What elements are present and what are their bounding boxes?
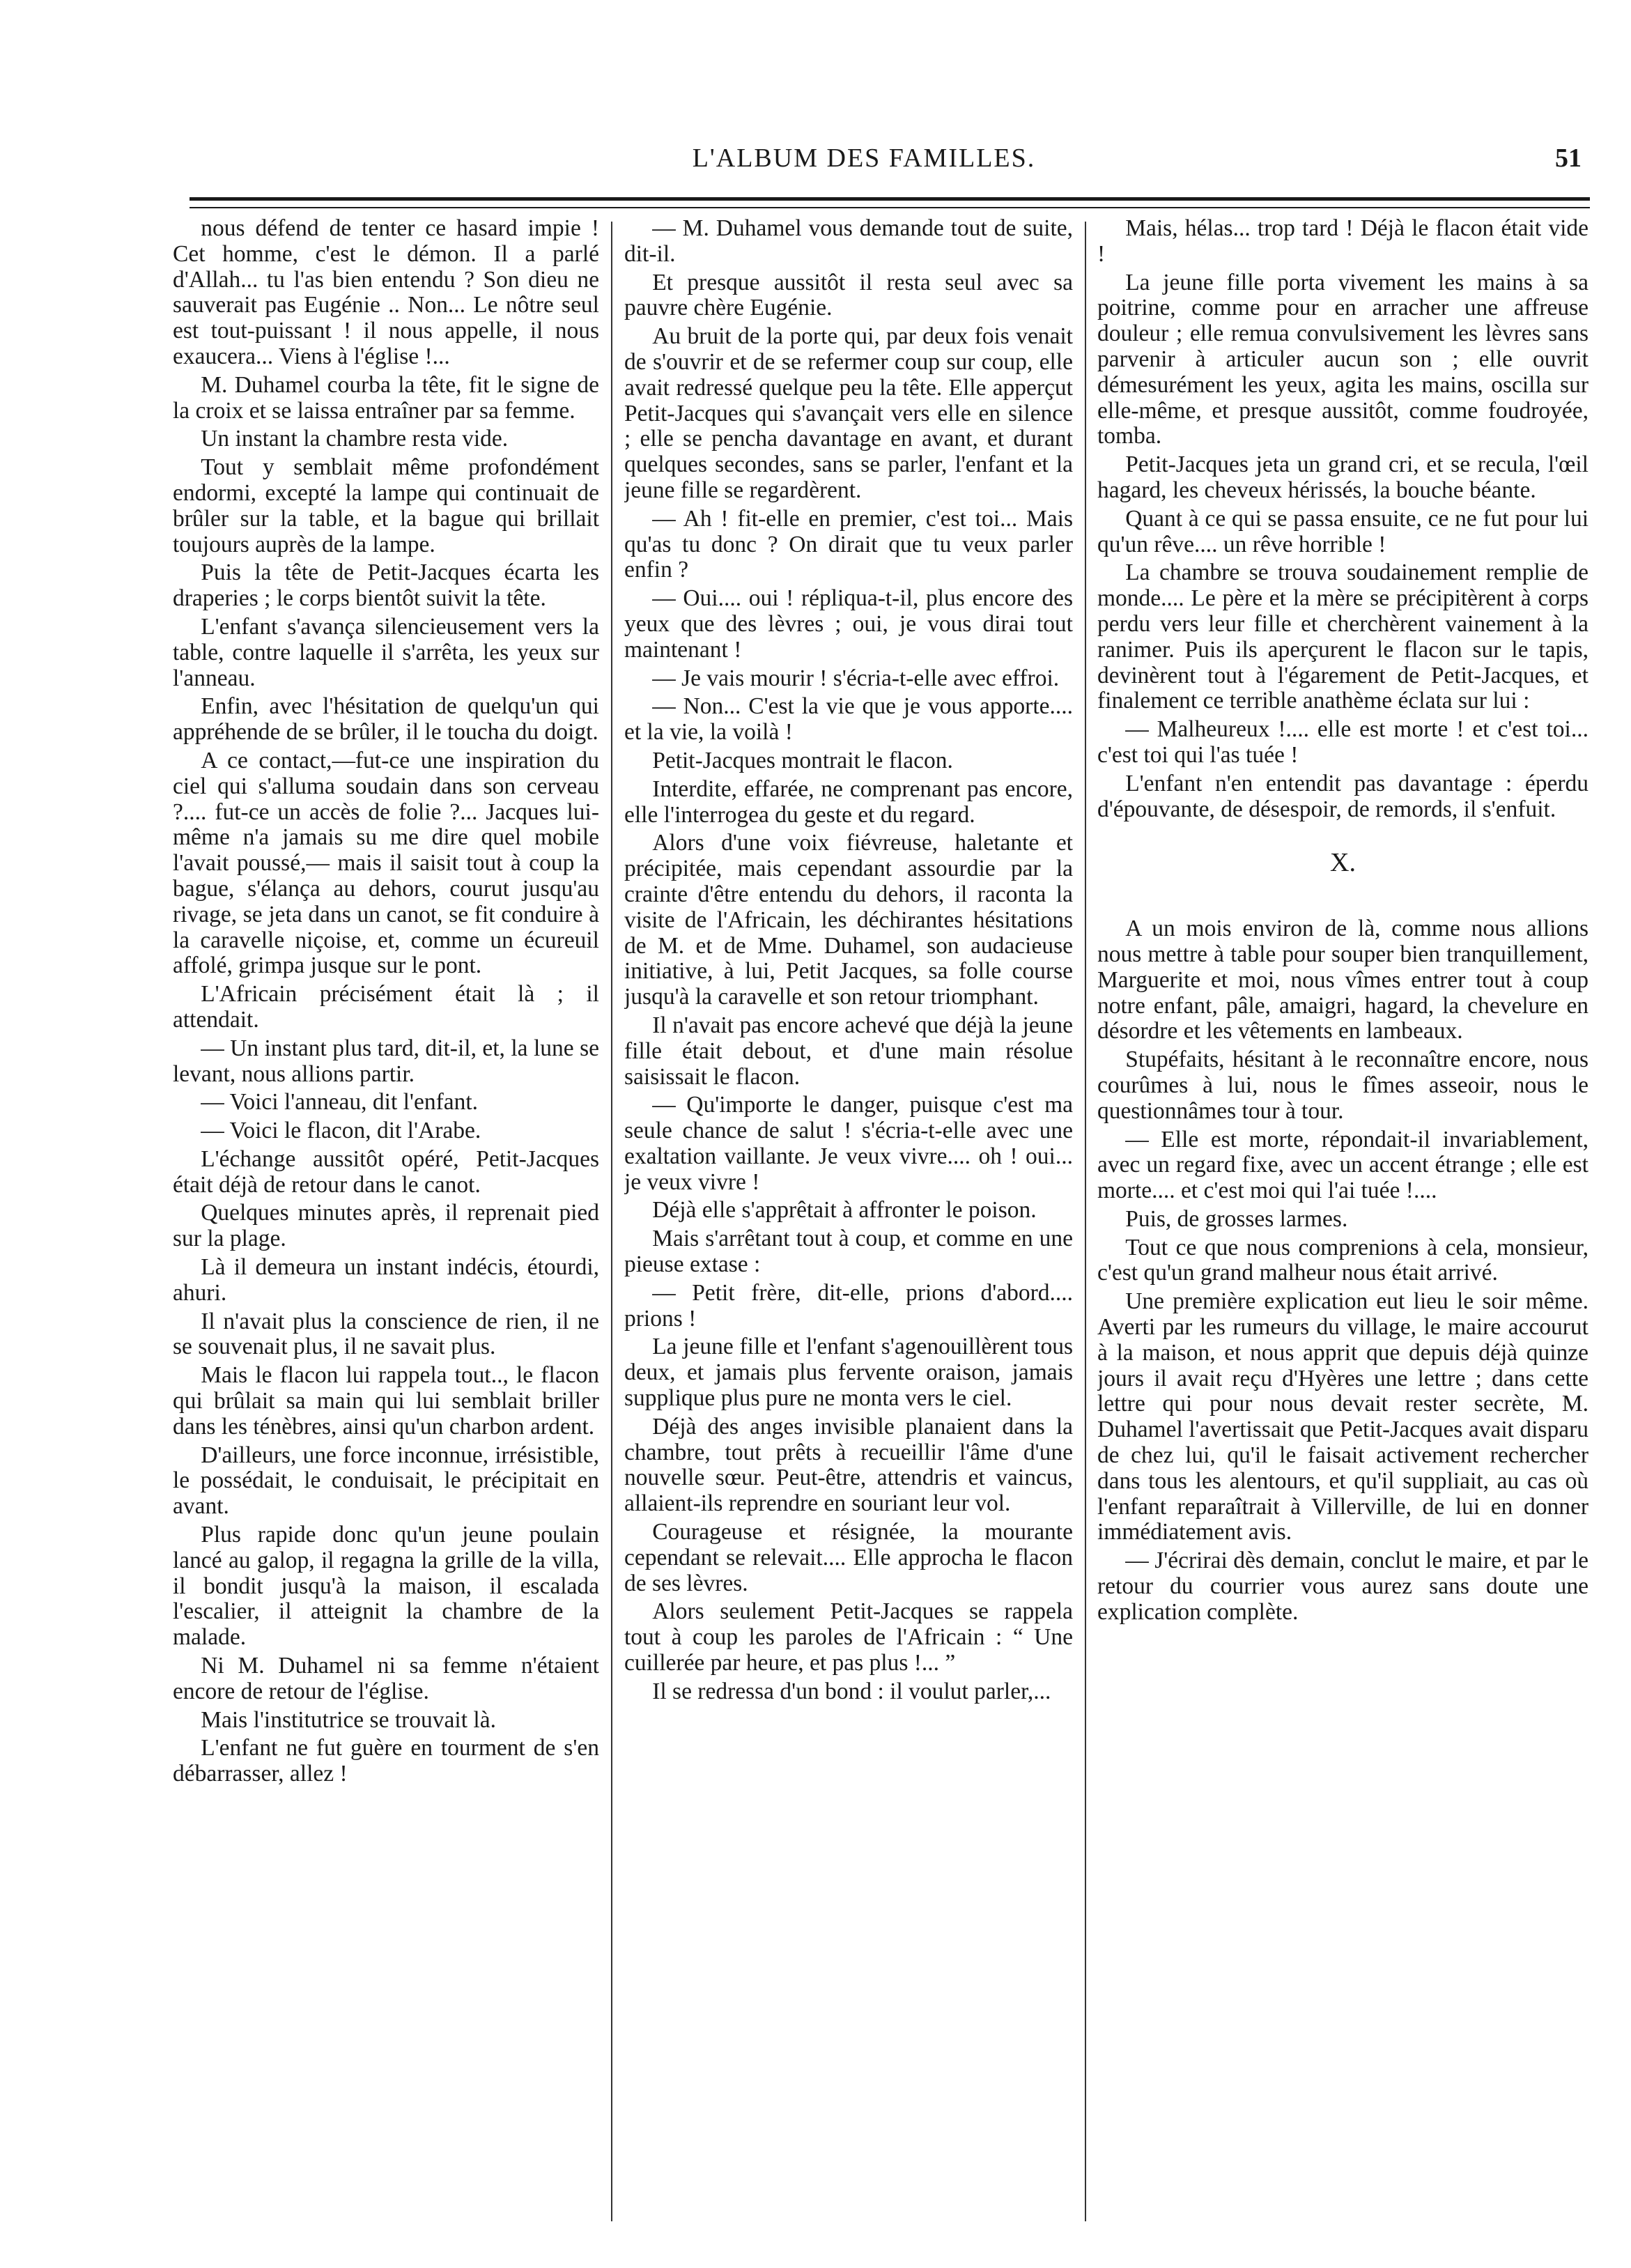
paragraph: Quelques minutes après, il reprenait pied sur la plage. <box>173 1200 599 1252</box>
column-separator <box>1085 222 1086 2221</box>
paragraph: La chambre se trouva soudainement remplie de monde.... Le père et la mère se précipitèrent à corps perdu vers leur fille et cherchèrent vainement à la ranimer. Puis ils aperçurent le flacon sur le tapis, devinèrent tout à l'égarement de Petit-Jacques, et finalement ce terrible anathème éclata sur lui : <box>1097 560 1589 714</box>
paragraph: Ni M. Duhamel ni sa femme n'étaient encore de retour de l'église. <box>173 1653 599 1704</box>
paragraph: Une première explication eut lieu le soir même. Averti par les rumeurs du village, le maire accourut à la maison, et nous apprit que depuis déjà quinze jours il avait reçu d'Hyères une lettre ; dans cette lettre qui pour nous devait rester secrète, M. Duhamel l'avertissait que Petit-Jacques avait disparu de chez lui, qu'il le faisait activement rechercher dans tous les alentours, et qu'il suppliait, au cas où l'enfant reparaîtrait à Villerville, de lui en donner immédiatement avis. <box>1097 1288 1589 1545</box>
paragraph: Il n'avait plus la conscience de rien, il ne se souvenait plus, il ne savait plus. <box>173 1308 599 1360</box>
paragraph: Tout ce que nous comprenions à cela, monsieur, c'est qu'un grand malheur nous était arrivé. <box>1097 1234 1589 1286</box>
paragraph: — M. Duhamel vous demande tout de suite, dit-il. <box>624 216 1073 267</box>
paragraph: — Ah ! fit-elle en premier, c'est toi... Mais qu'as tu donc ? On dirait que tu veux parler enfin ? <box>624 505 1073 583</box>
paragraph: — Je vais mourir ! s'écria-t-elle avec effroi. <box>652 665 1060 691</box>
paragraph: — J'écrirai dès demain, conclut le maire, et par le retour du courrier vous aurez sans doute une explication complète. <box>1097 1548 1589 1625</box>
paragraph: Déjà elle s'apprêtait à affronter le poison. <box>652 1197 1037 1224</box>
paragraph: M. Duhamel courba la tête, fit le signe de la croix et se laissa entraîner par sa femme. <box>173 371 599 424</box>
paragraph: Puis la tête de Petit-Jacques écarta les draperies ; le corps bientôt suivit la tête. <box>173 560 599 612</box>
paragraph: L'échange aussitôt opéré, Petit-Jacques était déjà de retour dans le canot. <box>173 1145 599 1198</box>
paragraph: — Voici le flacon, dit l'Arabe. <box>201 1118 481 1144</box>
paragraph: Mais, hélas... trop tard ! Déjà le flacon était vide ! <box>1097 216 1589 267</box>
paragraph: — Petit frère, dit-elle, prions d'abord.... prions ! <box>624 1279 1073 1332</box>
paragraph: Un instant la chambre resta vide. <box>201 426 509 452</box>
paragraph: Enfin, avec l'hésitation de quelqu'un qui appréhende de se brûler, il le toucha du doigt. <box>173 693 599 746</box>
page-number: 51 <box>1555 144 1582 173</box>
paragraph: Stupéfaits, hésitant à le reconnaître encore, nous courûmes à lui, nous le fîmes asseoir, nous le questionnâmes tour à tour. <box>1097 1047 1589 1124</box>
paragraph: L'enfant s'avança silencieusement vers la table, contre laquelle il s'arrêta, les yeux sur l'anneau. <box>173 613 599 691</box>
paragraph: Là il demeura un instant indécis, étourdi, ahuri. <box>173 1254 599 1306</box>
running-title: L'ALBUM DES FAMILLES. <box>692 144 1036 173</box>
paragraph: nous défend de tenter ce hasard impie ! Cet homme, c'est le démon. Il a parlé d'Allah... tu l'as bien entendu ? Son dieu ne sauverait pas Eugénie .. Non... Le nôtre seul est tout-puissant ! il nous appelle, il nous exaucera... Viens à l'église !... <box>173 216 599 369</box>
paragraph: Petit-Jacques montrait le flacon. <box>652 747 953 773</box>
paragraph: — Qu'importe le danger, puisque c'est ma seule chance de salut ! s'écria-t-elle avec une exaltation vaillante. Je veux vivre.... oh ! oui... je veux vivre ! <box>624 1092 1073 1195</box>
paragraph: Quant à ce qui se passa ensuite, ce ne fut pour lui qu'un rêve.... un rêve horrible ! <box>1097 505 1589 557</box>
paragraph: A un mois environ de là, comme nous allions nous mettre à table pour souper bien tranquillement, Marguerite et moi, nous vîmes entrer tout à coup notre enfant, pâle, amaigri, hagard, la chevelure en désordre et les vêtements en lambeaux. <box>1097 916 1589 1044</box>
text-column-3 <box>1097 216 1589 2230</box>
paragraph: Petit-Jacques jeta un grand cri, et se recula, l'œil hagard, les cheveux hérissés, la bouche béante. <box>1097 452 1589 503</box>
paragraph: A ce contact,—fut-ce une inspiration du ciel qui s'alluma soudain dans son cerveau ?.... fut-ce un accès de folie ?... Jacques lui-même n'a jamais su me dire quel mobile l'avait poussé,— mais il saisit tout à coup la bague, s'élança au dehors, courut jusqu'au rivage, se jeta dans un canot, se fit conduire à la caravelle niçoise, et, comme un écureuil affolé, grimpa jusque sur le pont. <box>173 747 599 979</box>
paragraph: Interdite, effarée, ne comprenant pas encore, elle l'interrogea du geste et du regard. <box>624 776 1073 828</box>
paragraph: — Elle est morte, répondait-il invariablement, avec un regard fixe, avec un accent étrange ; elle est morte.... et c'est moi qui l'ai tuée !.... <box>1097 1126 1589 1204</box>
paragraph: Tout y semblait même profondément endormi, excepté la lampe qui continuait de brûler sur la table, et la bague qui brillait toujours auprès de la lampe. <box>173 454 599 557</box>
column-separator <box>611 222 612 2221</box>
section-heading: X. <box>1330 848 1356 878</box>
page-header <box>146 143 1582 192</box>
paragraph: Il n'avait pas encore achevé que déjà la jeune fille était debout, et d'une main résolue saisissait le flacon. <box>624 1012 1073 1090</box>
text-column-1 <box>173 216 599 2230</box>
text-column-2 <box>624 216 1073 2230</box>
header-rule-thin <box>190 207 1590 208</box>
paragraph: Mais s'arrêtant tout à coup, et comme en une pieuse extase : <box>624 1226 1073 1278</box>
paragraph: — Malheureux !.... elle est morte ! et c'est toi... c'est toi qui l'as tuée ! <box>1097 716 1589 768</box>
paragraph: Alors d'une voix fiévreuse, haletante et précipitée, mais cependant assourdie par la crainte d'être entendu du dehors, il raconta la visite de l'Africain, les déchirantes hésitations de M. et de Mme. Duhamel, son audacieuse initiative, à lui, Petit Jacques, sa folle course jusqu'à la caravelle et son retour triomphant. <box>624 830 1073 1010</box>
paragraph: Puis, de grosses larmes. <box>1125 1205 1348 1232</box>
paragraph: Et presque aussitôt il resta seul avec sa pauvre chère Eugénie. <box>624 269 1073 321</box>
paragraph: — Voici l'anneau, dit l'enfant. <box>201 1089 479 1116</box>
paragraph: Plus rapide donc qu'un jeune poulain lancé au galop, il regagna la grille de la villa, il bondit jusqu'à la maison, il escalada l'escalier, il atteignit la chambre de la malade. <box>173 1522 599 1651</box>
paragraph: Déjà des anges invisible planaient dans la chambre, tout prêts à recueillir l'âme d'une nouvelle sœur. Peut-être, attendris et vaincus, allaient-ils reprendre en souriant leur vol. <box>624 1413 1073 1517</box>
paragraph: Mais l'institutrice se trouvait là. <box>201 1706 496 1733</box>
paragraph: Mais le flacon lui rappela tout.., le flacon qui brûlait sa main qui lui semblait briller dans les ténèbres, ainsi qu'un charbon ardent. <box>173 1362 599 1440</box>
paragraph: La jeune fille et l'enfant s'agenouillèrent tous deux, et jamais plus fervente oraison, jamais supplique plus pure ne monta vers le ciel. <box>624 1334 1073 1412</box>
paragraph: Il se redressa d'un bond : il voulut parler,... <box>652 1678 1051 1704</box>
paragraph: L'Africain précisément était là ; il attendait. <box>173 981 599 1033</box>
paragraph: — Oui.... oui ! répliqua-t-il, plus encore des yeux que des lèvres ; oui, je vous dirai tout maintenant ! <box>624 585 1073 663</box>
paragraph: L'enfant n'en entendit pas davantage : éperdu d'épouvante, de désespoir, de remords, il s'enfuit. <box>1097 770 1589 822</box>
paragraph: Alors seulement Petit-Jacques se rappela tout à coup les paroles de l'Africain : “ Une cuillerée par heure, et pas plus !... ” <box>624 1598 1073 1676</box>
paragraph: Au bruit de la porte qui, par deux fois venait de s'ouvrir et de se refermer coup sur coup, elle avait redressé quelque peu la tête. Elle apperçut Petit-Jacques qui s'avançait vers elle en silence ; elle se pencha davantage en avant, et durant quelques secondes, sans se parler, l'enfant et la jeune fille se regardèrent. <box>624 323 1073 503</box>
paragraph: La jeune fille porta vivement les mains à sa poitrine, comme pour en arracher une affreuse douleur ; elle remua convulsivement les lèvres sans parvenir à articuler aucun son ; elle ouvrit démesurément les yeux, agita les mains, oscilla sur elle-même, et presque aussitôt, comme foudroyée, tomba. <box>1097 269 1589 449</box>
paragraph: L'enfant ne fut guère en tourment de s'en débarrasser, allez ! <box>173 1735 599 1787</box>
paragraph: D'ailleurs, une force inconnue, irrésistible, le possédait, le conduisait, le précipitait en avant. <box>173 1442 599 1520</box>
paragraph: — Un instant plus tard, dit-il, et, la lune se levant, nous allions partir. <box>173 1035 599 1087</box>
paragraph: Courageuse et résignée, la mourante cependant se relevait.... Elle approcha le flacon de ses lèvres. <box>624 1519 1073 1596</box>
header-rule-thick <box>190 197 1590 201</box>
paragraph: — Non... C'est la vie que je vous apporte.... et la vie, la voilà ! <box>624 693 1073 746</box>
